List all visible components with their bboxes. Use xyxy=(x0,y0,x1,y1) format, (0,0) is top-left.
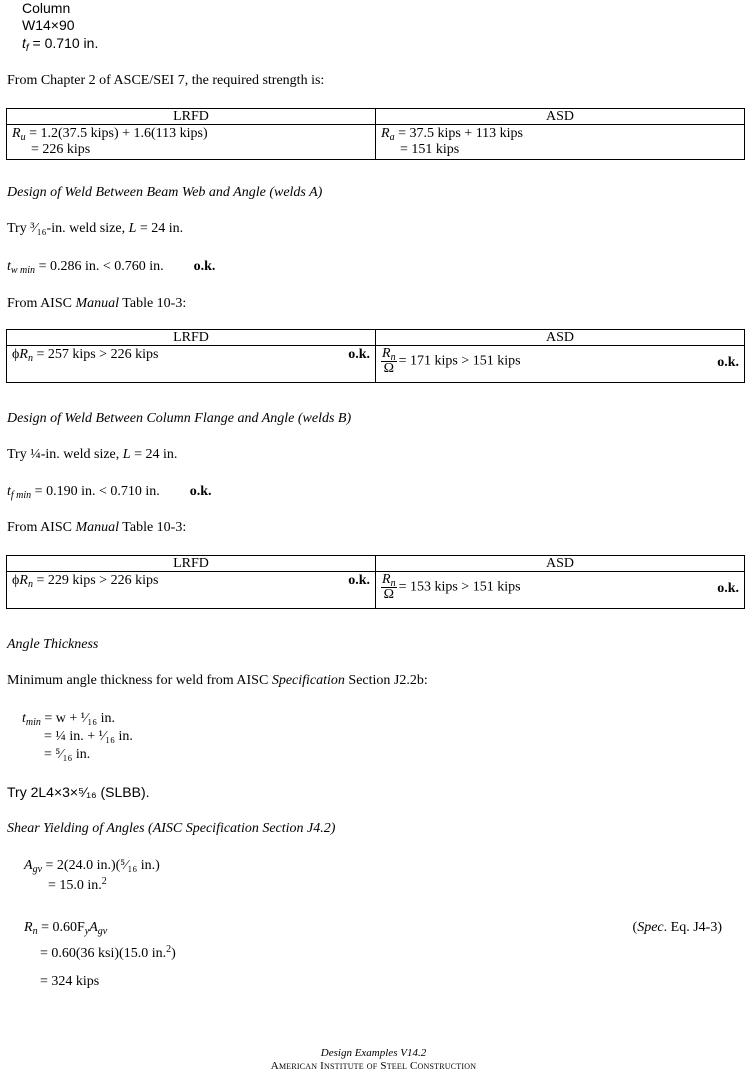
asd-header: ASD xyxy=(376,556,745,572)
tf-min-check: $t_{f min} = 0.190$ in. < 0.710 in. o.k. xyxy=(7,484,212,501)
section-heading-angle-thickness: Angle Thickness xyxy=(7,637,99,652)
lrfd-header: LRFD xyxy=(7,109,376,125)
rn-over-omega: $\frac{R_n}{\Omega}$ xyxy=(382,572,396,602)
section-heading-welds-b: Design of Weld Between Column Flange and Angle (welds B) xyxy=(7,411,352,426)
lrfd-cell: $\phi R_n = 257$ kips > 226 kips o.k. xyxy=(7,346,376,383)
footer-publisher: American Institute of Steel Construction xyxy=(270,1060,477,1072)
footer-title: Design Examples V14.2 xyxy=(320,1047,427,1059)
try-angle: Try 2L4×3×⁵⁄₁₆ (SLBB). xyxy=(7,784,150,800)
weld-a-strength-table xyxy=(6,329,745,383)
intro-text: From Chapter 2 of ASCE/SEI 7, the required strength is: xyxy=(7,73,325,88)
asd-cell: $\frac{R_n}{\Omega}$ = 171 kips > 151 kips o.k. xyxy=(376,346,745,383)
min-thickness-text: Minimum angle thickness for weld from AISC Specification Section J2.2b: xyxy=(7,673,428,688)
required-strength-table xyxy=(6,108,745,160)
section-heading-welds-a: Design of Weld Between Beam Web and Angle (welds A) xyxy=(7,185,323,200)
flange-thickness: $t_f = 0.710$ in. xyxy=(22,35,99,54)
member-type: Column xyxy=(22,0,71,16)
rn-eq-line3: = 324 kips xyxy=(40,974,100,989)
member-shape: W14×90 xyxy=(22,17,75,33)
tw-min-check: $t_{w min} = 0.286$ in. < 0.760 in. o.k. xyxy=(7,259,216,276)
section-heading-shear-yielding: Shear Yielding of Angles (AISC Specification Section J4.2) xyxy=(7,821,336,836)
weld-b-strength-table xyxy=(6,555,745,609)
manual-ref-b: From AISC Manual Table 10-3: xyxy=(7,520,187,535)
tmin-eq-line2: = ¼ in. + ¹⁄₁₆ in. xyxy=(44,729,133,744)
agv-eq-line2: = 15.0 in.$^2$ xyxy=(48,876,107,893)
equation-reference: (Spec. Eq. J4-3) xyxy=(632,920,722,935)
agv-eq-line1: $A_{gv} = 2(24.0$ in.)(⁵⁄₁₆ in.) xyxy=(24,858,160,875)
rn-eq-line2: = 0.60(36 ksi)(15.0 in.$^2$) xyxy=(40,944,176,961)
lrfd-cell: $\phi R_n = 229$ kips > 226 kips o.k. xyxy=(7,572,376,609)
lrfd-header: LRFD xyxy=(7,556,376,572)
lrfd-header: LRFD xyxy=(7,330,376,346)
asd-cell: $\frac{R_n}{\Omega}$ = 153 kips > 151 kips o.k. xyxy=(376,572,745,609)
tmin-eq-line3: = ⁵⁄₁₆ in. xyxy=(44,747,91,762)
asd-cell: $R_a = 37.5$ kips + 113 kips = 151 kips xyxy=(376,125,745,160)
weld-size-b: Try ¼-in. weld size, L = 24 in. xyxy=(7,447,178,462)
manual-ref-a: From AISC Manual Table 10-3: xyxy=(7,296,187,311)
lrfd-cell: $R_u = 1.2(37.5$ kips) + 1.6(113 kips) = 226 kips xyxy=(7,125,376,160)
weld-size-a: Try ³⁄₁₆-in. weld size, L = 24 in. xyxy=(7,221,184,236)
rn-eq-line1: $R_n = 0.60F_yA_{gv}$ (Spec. Eq. J4-3) xyxy=(24,920,722,937)
tmin-eq-line1: $t_{min} = w$ + ¹⁄₁₆ in. xyxy=(22,711,115,728)
asd-header: ASD xyxy=(376,330,745,346)
rn-over-omega: $\frac{R_n}{\Omega}$ xyxy=(382,346,396,376)
asd-header: ASD xyxy=(376,109,745,125)
